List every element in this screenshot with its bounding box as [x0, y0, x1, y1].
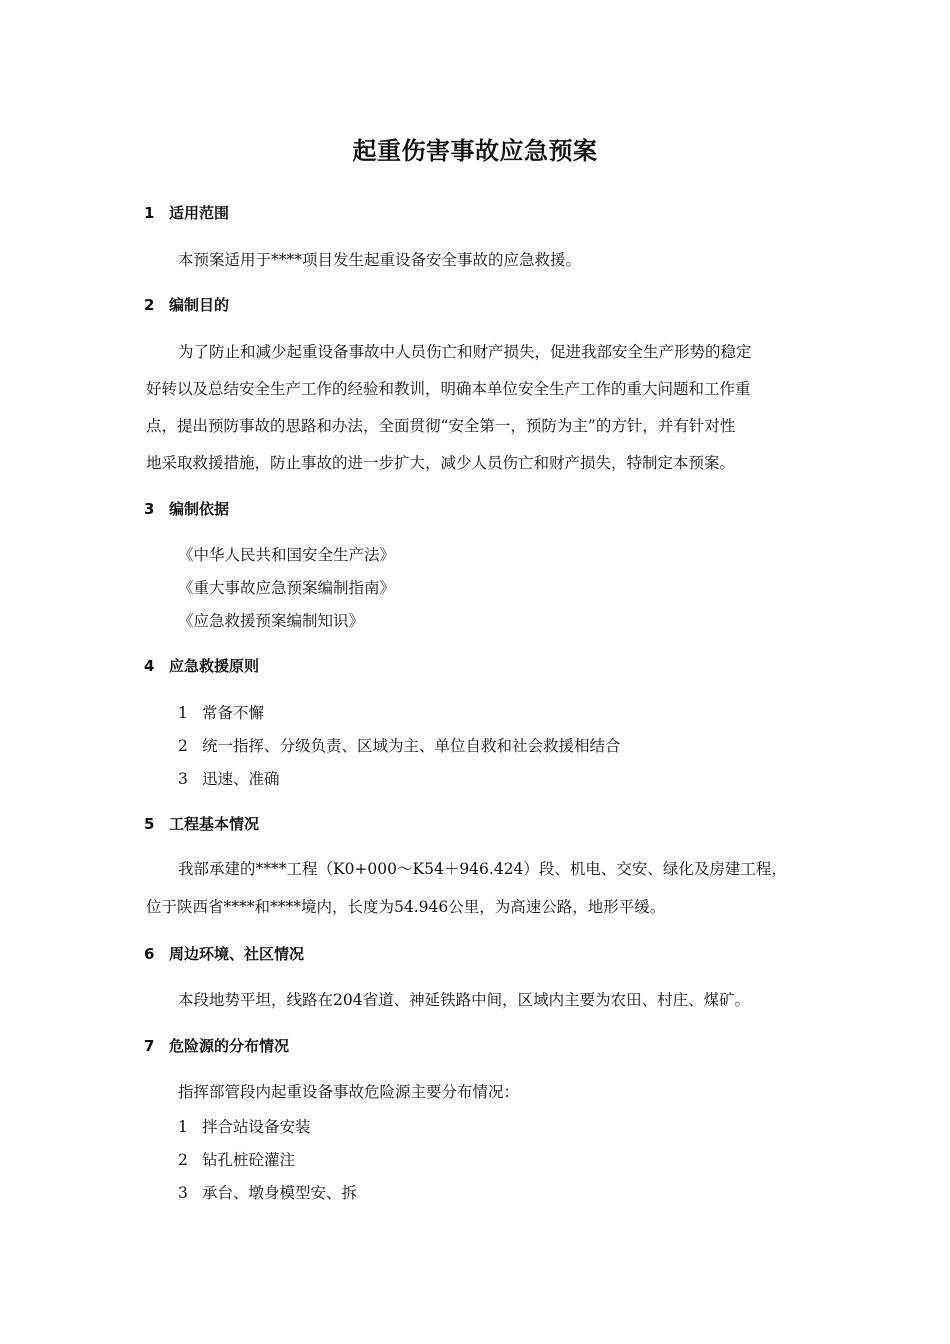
- paragraph-line: 我部承建的****工程（K0+000～K54＋946.424）段、机电、交安、绿化及房建工程，: [178, 860, 787, 878]
- paragraph-line: 地采取救援措施，防止事故的进一步扩大，减少人员伤亡和财产损失，特制定本预案。: [146, 454, 736, 472]
- page-title: 起重伤害事故应急预案: [352, 137, 598, 165]
- section-heading-3: 3 编制依据: [144, 500, 230, 518]
- paragraph-line: 好转以及总结安全生产工作的经验和教训，明确本单位安全生产工作的重大问题和工作重: [146, 380, 751, 398]
- reference-item: 《重大事故应急预案编制指南》: [178, 579, 396, 597]
- section-heading-5: 5 工程基本情况: [144, 815, 260, 833]
- paragraph-line: 点，提出预防事故的思路和办法，全面贯彻“安全第一，预防为主”的方针，并有针对性: [146, 417, 736, 435]
- list-item: 1 常备不懈: [178, 704, 265, 722]
- reference-item: 《应急救援预案编制知识》: [178, 612, 365, 630]
- paragraph-line: 本预案适用于****项目发生起重设备安全事故的应急救援。: [178, 251, 582, 269]
- reference-item: 《中华人民共和国安全生产法》: [178, 546, 396, 564]
- list-item: 3 迅速、准确: [178, 770, 280, 788]
- section-heading-7: 7 危险源的分布情况: [144, 1037, 290, 1055]
- section-heading-1: 1 适用范围: [144, 204, 230, 222]
- list-item: 2 统一指挥、分级负责、区域为主、单位自救和社会救援相结合: [178, 737, 621, 755]
- paragraph-line: 本段地势平坦，线路在204省道、神延铁路中间，区域内主要为农田、村庄、煤矿。: [178, 991, 751, 1009]
- list-item: 1 拌合站设备安装: [178, 1118, 311, 1136]
- paragraph-line: 指挥部管段内起重设备事故危险源主要分布情况：: [178, 1083, 520, 1101]
- section-heading-6: 6 周边环境、社区情况: [144, 945, 305, 963]
- section-heading-4: 4 应急救援原则: [144, 657, 260, 675]
- paragraph-line: 位于陕西省****和****境内，长度为54.946公里，为高速公路，地形平缓。: [146, 898, 666, 916]
- section-heading-2: 2 编制目的: [144, 296, 230, 314]
- list-item: 2 钻孔桩砼灌注: [178, 1151, 296, 1169]
- paragraph-line: 为了防止和减少起重设备事故中人员伤亡和财产损失，促进我部安全生产形势的稳定: [178, 343, 752, 361]
- list-item: 3 承台、墩身模型安、拆: [178, 1184, 358, 1202]
